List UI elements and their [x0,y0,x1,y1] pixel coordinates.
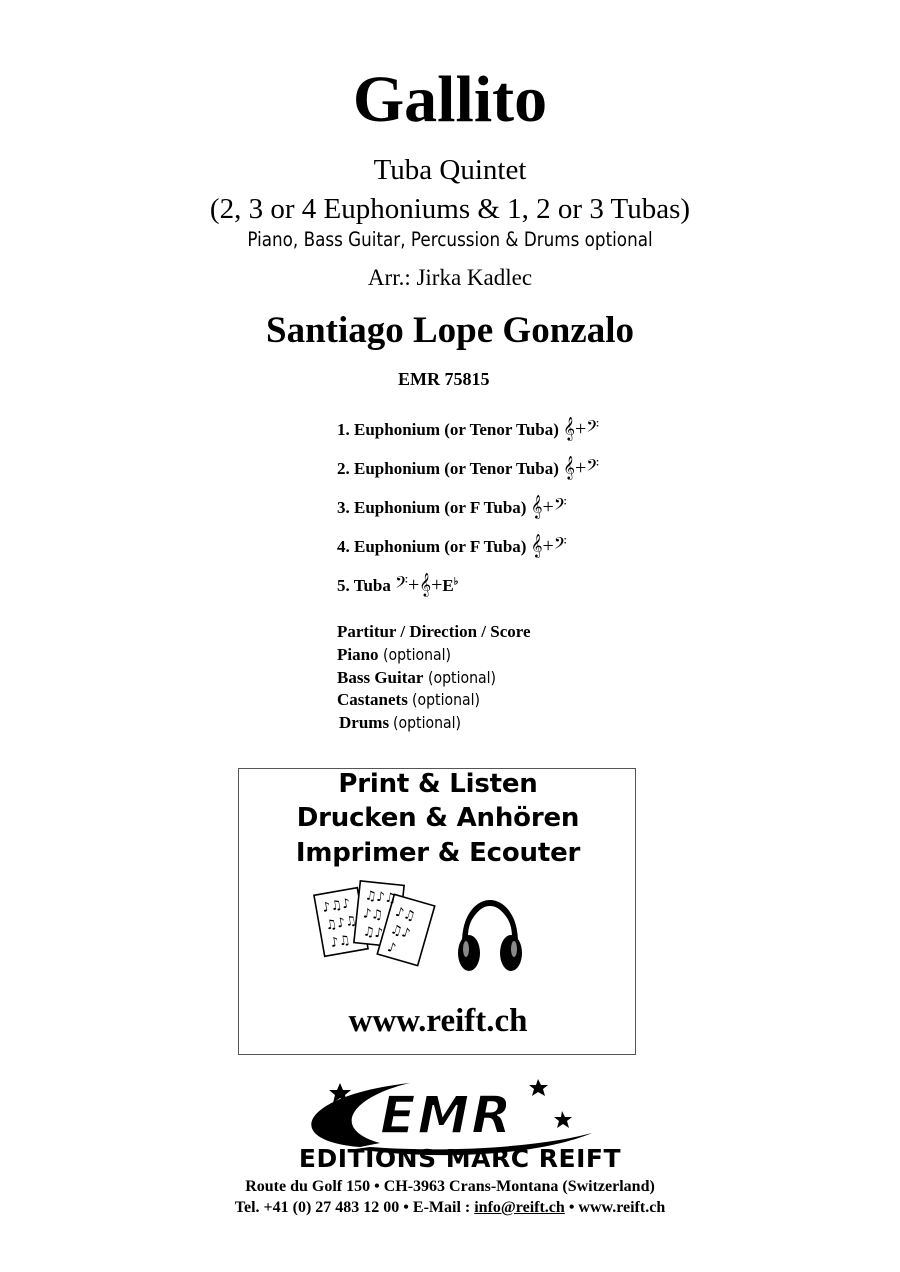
extra-bass-guitar: Bass Guitar (optional) [337,668,496,687]
address: Route du Golf 150 • CH-3963 Crans-Montana (Switzerland) [245,1178,655,1195]
clef-icons: 𝄞+𝄢 [563,416,600,440]
part-5 [337,572,458,597]
part-label: 1. Euphonium (or Tenor Tuba) [337,420,559,439]
part-label: 3. Euphonium (or F Tuba) [337,498,527,517]
bass-clef-icon: 𝄢 [586,455,600,479]
part-4 [337,533,567,558]
extra-piano: Piano (optional) [337,645,451,664]
svg-text:♫♪: ♫♪ [388,922,412,942]
part-1 [337,416,599,441]
part-label: 5. Tuba [337,576,391,595]
clef-icons: 𝄞+𝄢 [563,455,600,479]
title: Gallito [352,63,548,136]
svg-text:♪♫: ♪♫ [393,904,417,925]
treble-clef-icon: 𝄞 [530,494,543,518]
svg-text:♫♪♫: ♫♪♫ [364,888,398,907]
treble-clef-icon: 𝄞 [530,533,543,557]
promo-line-fr: Imprimer & Ecouter [295,838,581,868]
telephone: Tel. +41 (0) 27 483 12 00 • E-Mail : [234,1199,471,1216]
svg-text:♫♪♫: ♫♪♫ [324,913,358,934]
instrumentation: (2, 3 or 4 Euphoniums & 1, 2 or 3 Tubas) [209,193,691,225]
eb-label: E♭ [442,576,459,595]
sheet-music-icon [313,877,439,973]
bass-clef-icon: 𝄢 [586,416,600,440]
publisher-name: EDITIONS MARC REIFT [298,1144,622,1170]
optional-instruments: Piano, Bass Guitar, Percussion & Drums optional [247,228,653,251]
bass-clef-icon: 𝄢 [553,533,567,557]
print-listen-box[interactable] [238,768,636,1055]
email-link[interactable]: info@reift.ch [474,1199,565,1216]
contact-line [0,1199,900,1217]
catalog-number: EMR 75815 [398,369,490,389]
part-3 [337,494,567,519]
treble-clef-icon: 𝄞 [563,455,575,479]
part-2 [337,455,599,480]
emr-logo-text: EMR [380,1086,514,1146]
svg-text:♪♫: ♪♫ [362,906,384,924]
extra-drums: Drums (optional) [339,713,462,732]
part-label: 2. Euphonium (or Tenor Tuba) [337,459,559,478]
svg-text:♪♫: ♪♫ [329,932,352,952]
promo-line-en: Print & Listen [338,769,538,799]
website[interactable]: • www.reift.ch [568,1199,666,1216]
extra-score: Partitur / Direction / Score [337,622,531,641]
bass-clef-icon: 𝄢 [553,494,567,518]
svg-text:♪: ♪ [385,939,398,957]
clef-icons: 𝄢+𝄞+E♭ [395,572,459,596]
headphones-icon [455,897,525,977]
treble-clef-icon: 𝄞 [563,416,575,440]
treble-clef-icon: 𝄞 [419,572,432,596]
svg-text:♪♫♪: ♪♫♪ [321,896,352,916]
svg-text:♫♪: ♫♪ [362,924,384,942]
composer: Santiago Lope Gonzalo [266,310,634,351]
promo-url[interactable]: www.reift.ch [348,1003,528,1039]
extra-castanets: Castanets (optional) [337,690,481,709]
part-label: 4. Euphonium (or F Tuba) [337,537,527,556]
clef-icons: 𝄞+𝄢 [530,494,567,518]
emr-logo [240,1075,680,1170]
clef-icons: 𝄞+𝄢 [530,533,567,557]
subtitle: Tuba Quintet [373,154,527,186]
bass-clef-icon: 𝄢 [395,572,409,596]
arranger: Arr.: Jirka Kadlec [367,265,533,290]
promo-line-de: Drucken & Anhören [296,803,580,833]
